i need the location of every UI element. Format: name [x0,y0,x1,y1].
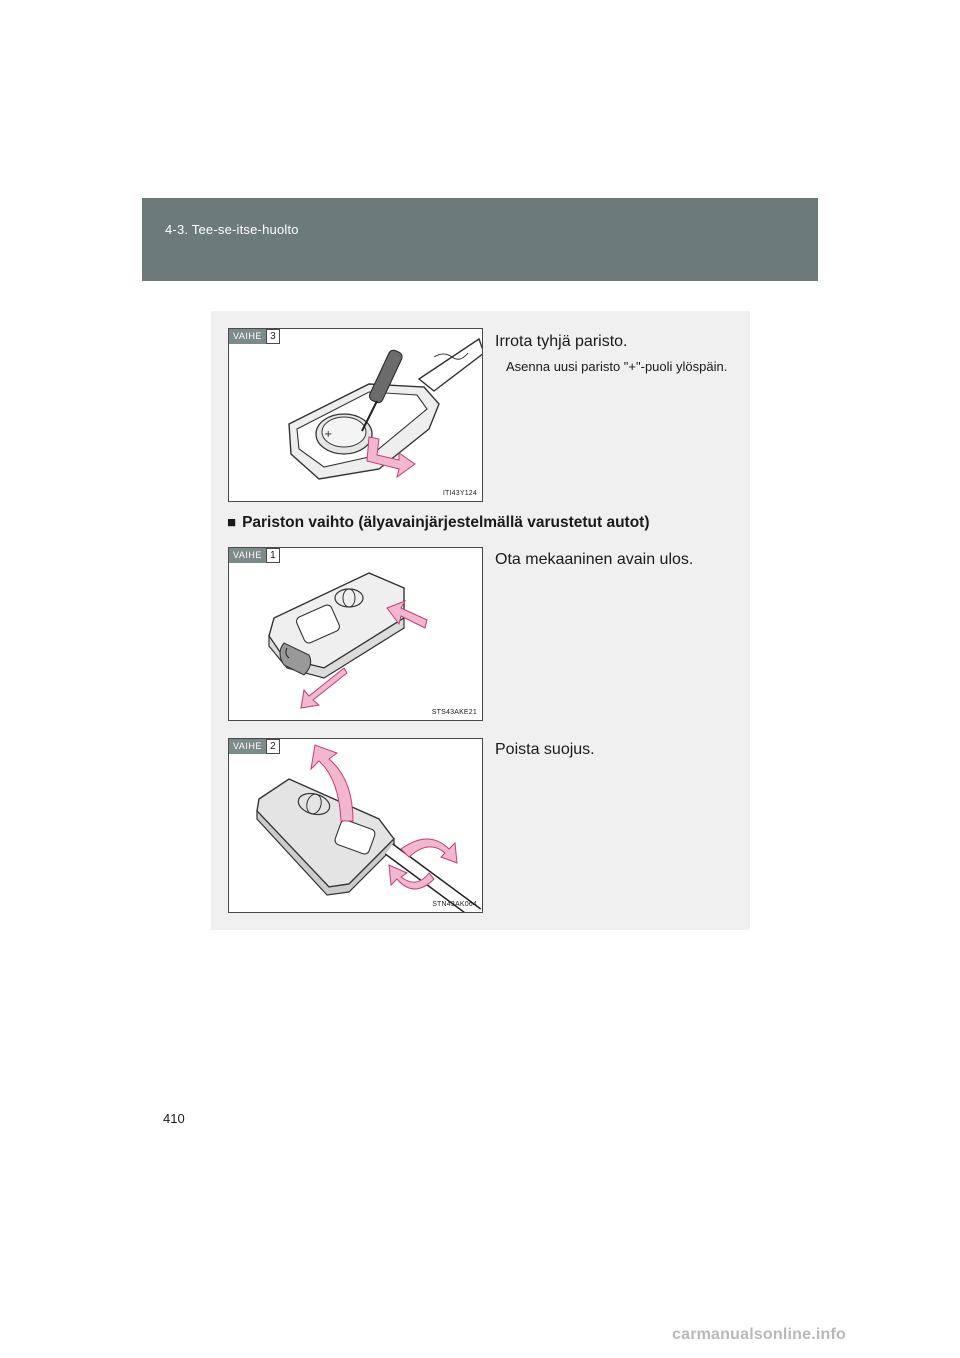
cover-removal-illustration [229,739,483,913]
step-2-text: Poista suojus. [495,741,595,758]
step-tag [229,548,280,563]
step-tag-number: 2 [266,739,280,754]
battery-removal-illustration [229,329,483,502]
figure-code: STN43AK064 [432,901,477,908]
figure-code: ITI43Y124 [442,490,477,497]
step-tag-number: 1 [266,548,280,563]
step-1-text: Ota mekaaninen avain ulos. [495,551,694,568]
figure-step-3 [228,328,483,502]
step-tag-number: 3 [266,329,280,344]
step-tag-word: VAIHE [229,739,266,754]
svg-text:+: + [324,429,333,440]
heading-text: Pariston vaihto (älyavainjärjestelmällä varustetut autot) [242,514,650,531]
step-3-text: Irrota tyhjä paristo. [495,333,628,350]
smart-key-illustration [229,548,483,721]
section-heading [227,514,650,532]
section-title: 4-3. Tee-se-itse-huolto [165,222,299,237]
step-3-note: Asenna uusi paristo "+"-puoli ylöspäin. [506,359,728,374]
heading-bullet-icon: ■ [227,514,237,531]
step-tag [229,739,280,754]
figure-code: STS43AKE21 [431,709,477,716]
step-tag-word: VAIHE [229,548,266,563]
watermark: carmanualsonline.info [672,1326,847,1343]
section-header-bar [142,198,818,281]
step-tag-word: VAIHE [229,329,266,344]
figure-step-2 [228,738,483,913]
figure-step-1 [228,547,483,721]
page-number: 410 [163,1111,185,1126]
step-tag [229,329,280,344]
